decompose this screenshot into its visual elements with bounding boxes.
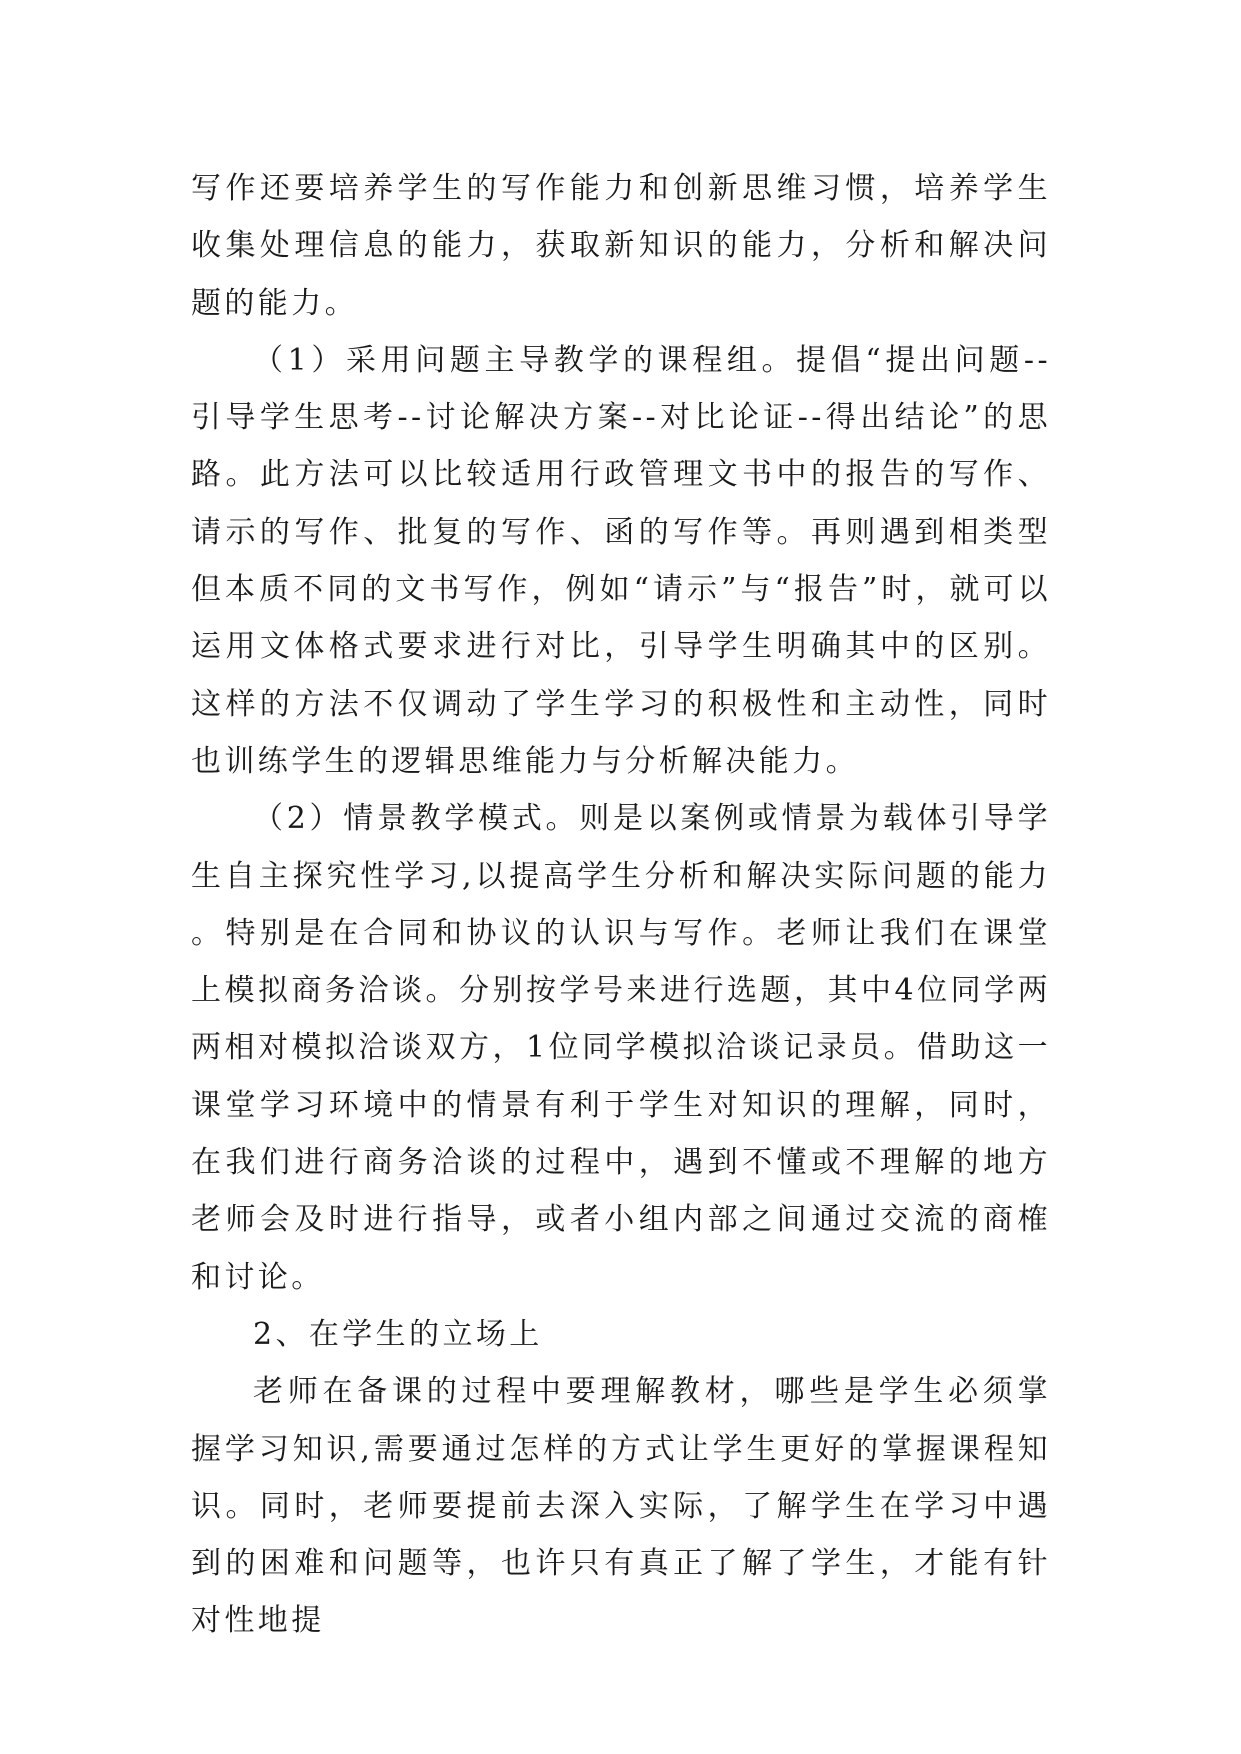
paragraph-continuation: 写作还要培养学生的写作能力和创新思维习惯，培养学生收集处理信息的能力，获取新知识的能力，分析和解决问题的能力。 [191, 171, 1051, 321]
paragraph-scenario-teaching: （2）情景教学模式。则是以案例或情景为载体引导学生自主探究性学习,以提高学生分析和解决实际问题的能力。特别是在合同和协议的认识与写作。老师让我们在课堂上模拟商务洽谈。分别按学号来进行选题，其中4位同学两两相对模拟洽谈双方，1位同学模拟洽谈记录员。借助这一课堂学习环境中的情景有利于学生对知识的理解，同时，在我们进行商务洽谈的过程中，遇到不懂或不理解的地方老师会及时进行指导，或者小组内部之间通过交流的商榷和讨论。 [191, 801, 1051, 1295]
paragraph-lesson-preparation: 老师在备课的过程中要理解教材，哪些是学生必须掌握学习知识,需要通过怎样的方式让学生更好的掌握课程知识。同时，老师要提前去深入实际，了解学生在学习中遇到的困难和问题等，也许只有真正了解了学生，才能有针对性地提 [191, 1374, 1051, 1639]
section-heading-student-standpoint: 2、在学生的立场上 [253, 1316, 543, 1352]
document-body [191, 160, 1051, 1650]
paragraph-problem-led-teaching: （1）采用问题主导教学的课程组。提倡“提出问题--引导学生思考--讨论解决方案--对比论证--得出结论”的思路。此方法可以比较适用行政管理文书中的报告的写作、请示的写作、批复的写作、函的写作等。再则遇到相类型但本质不同的文书写作，例如“请示”与“报告”时，就可以运用文体格式要求进行对比，引导学生明确其中的区别。这样的方法不仅调动了学生学习的积极性和主动性，同时也训练学生的逻辑思维能力与分析解决能力。 [191, 342, 1051, 779]
